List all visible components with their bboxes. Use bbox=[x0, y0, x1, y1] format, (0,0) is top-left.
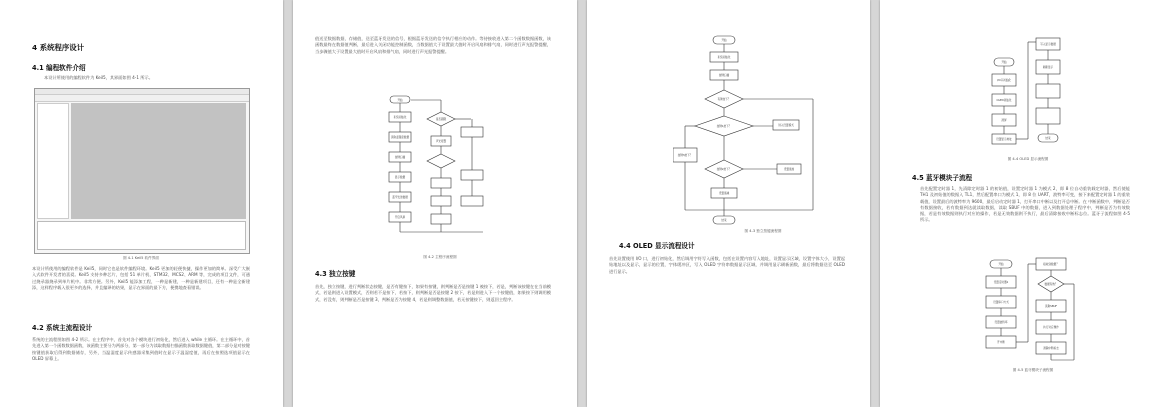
keil5-screenshot bbox=[34, 88, 250, 254]
document-page-3 bbox=[587, 0, 870, 407]
paragraph-keil-intro: 本设计所使用的编程软件为 Keil5，其界面如图 4-1 所示。 bbox=[44, 75, 153, 80]
flow-over-label: 是否超限 bbox=[435, 118, 447, 121]
figure-caption-4-4: 图 4-4 OLED 显示流程图 bbox=[1007, 157, 1049, 161]
bt-baud-label: 设置波特率 bbox=[994, 321, 1008, 324]
key-scan-label: 按键扫描 bbox=[718, 74, 730, 77]
figure-caption-4-2: 图 4-2 主程序流程图 bbox=[423, 255, 457, 259]
oled-end-label: 结束 bbox=[1045, 136, 1051, 140]
bt-uart-label: 设置串口方式 bbox=[993, 301, 1009, 304]
oled-addr-label: 设置显示地址 bbox=[996, 138, 1012, 141]
paragraph-key: 首先，独立按键，进行判断状态按键，是否有键按下，如果有按键，则判断是否是按键 1 被按下，若是，判断该按键在在当前模式，若是则进入设置模式，否则若不是按下，若按下，则判断是否是按键 2 按下，若是则进入下一个按键值，如果按下则调用模式，若没有，则判断是否是按键 3，判断是否为按键 4，若是则调整数据值，若无按键按下，则返回主程序。 bbox=[315, 284, 551, 302]
oled-flowchart bbox=[988, 36, 1068, 156]
bt-start-label: 开始 bbox=[998, 262, 1004, 266]
bt-recv-label: 接收到数据？ bbox=[1043, 263, 1059, 266]
flow-send-label: 蓝牙发送数据 bbox=[392, 196, 408, 199]
flow-key-label: 按键扫描 bbox=[394, 156, 406, 159]
bt-read-label: 读取SBUF bbox=[1044, 305, 1058, 308]
paragraph-main-flow: 系统的主流程图如图 4-2 所示。在主程序中，首先对各个模块进行初始化，然后进入 while 主循环。在主循环中，首先进入第一个函数数据函数，该函数主要分为两部分，第一部分为读取数据扫描函数获取数据键值，第二部分是对按键按键值获取后得到数据储存，另外，当温湿度显示传感器采集到值时在显示于温湿度值，再后在按照选项值显示在 OLED 屏幕上。 bbox=[32, 337, 250, 361]
bt-clear-label: 清除中断标志 bbox=[1043, 347, 1059, 350]
bt-int-label: 开中断 bbox=[997, 341, 1005, 344]
document-page-2 bbox=[293, 0, 577, 407]
flow-alarm-label: 声光报警 bbox=[435, 140, 447, 143]
oled-start-label: 开始 bbox=[1001, 60, 1007, 64]
paragraph-keil-desc: 本设计所使用的编程软件是 Keil5，同时它也是软件编程环境。Keil5 更加的轻便快捷，操作更加的简单。深受广大嵌入式软件开发者的喜爱。Keil5 支持多种芯片，包括 51 单片机、STM32、MCS2、ARM 等，完成的项目文件，可通过烧录器烧录到单片机中。非常方便。另外，Keil5 能添加工程，一种是新建，一种是新建项目，还有一种是全新建添，这样程序载入很更多的选择，并且编译的结果，显示在界面的最下方，便携地查看错误。 bbox=[32, 266, 250, 290]
key-end-label: 结束 bbox=[721, 218, 727, 222]
flow-start-label: 开始 bbox=[397, 98, 403, 102]
keil-editor-area bbox=[71, 103, 246, 219]
key2-label: 按键2按下？ bbox=[716, 168, 732, 171]
key-set-mode-label: 进入设置模式 bbox=[778, 124, 794, 127]
keil-toolbar bbox=[35, 95, 249, 102]
key3-label: 按键3按下？ bbox=[677, 154, 693, 157]
oled-clear-label: 清屏 bbox=[1001, 119, 1007, 122]
heading-oled: 4.4 OLED 显示流程设计 bbox=[619, 242, 695, 250]
paragraph-main-flow-cont: 值送至数据数据，存储值，送至蓝牙发送的信号，根据蓝牙发送的信令执行相应的动作。等待接收进入第二个函数数据函数，该函数最终在数据值判断，最后进入关闭功能控制函数，当数据值大于设置最大值时开启风扇和排气扇，同时进行声光报警提醒，当步骤值大于设置最大值时开启风扇和排气扇，同时进行声光报警提醒。 bbox=[315, 36, 551, 54]
main-flowchart bbox=[381, 92, 499, 252]
key-flowchart bbox=[673, 30, 853, 228]
heading-main-flow: 4.2 系统主流程设计 bbox=[32, 324, 93, 332]
key-add-label: 设置值加 bbox=[783, 168, 795, 171]
heading-keil: 4.1 编程软件介绍 bbox=[32, 64, 86, 72]
heading-bluetooth: 4.5 蓝牙模块子流程 bbox=[912, 174, 973, 182]
bt-exec-label: 执行对应操作 bbox=[1043, 326, 1059, 329]
oled-io-label: I/O口初始化 bbox=[996, 79, 1012, 82]
keil-project-panel bbox=[37, 103, 69, 219]
oled-write-label: 写入显示数据 bbox=[1040, 43, 1056, 46]
key-init-label: 系统初始化 bbox=[717, 56, 731, 59]
key-start-label: 开始 bbox=[721, 38, 727, 42]
key1-label: 按键1按下？ bbox=[716, 125, 732, 128]
key-sub-label: 设置值减 bbox=[718, 192, 730, 195]
flow-fan-label: 开启风扇 bbox=[394, 216, 406, 219]
bt-timer-label: 设置定时器1 bbox=[993, 281, 1009, 284]
flow-show-label: 显示数据 bbox=[394, 176, 406, 179]
paragraph-bluetooth: 首先配置定时器 1，先清除定时器 1 的初始值，设置定时器 1 为模式 2，即 8 位自动重装载定时器，然后使能 TH1 及初始值的数据入 TL1，然后配置串口为模式 1，即 8 位 UART，波特率可变，接下来配置定时器 1 的重装载值，设置最后的波特率为 9600，最后启动定时器 1，打开串口中断以及打开总中断。在 中断函数中，判断是否有数据接收，若有数据到达就读取数据，读取 SBUF 中的数据，进入到数据处理子程序中，判断是否为有效数据，若是有效数据则执行对应的操作，若是无效数据则不执行，最后清除接收中断标志位。蓝牙子流程如图 4-5 所示。 bbox=[920, 186, 1130, 223]
oled-init-label: OLED初始化 bbox=[996, 99, 1012, 102]
document-page-1 bbox=[0, 0, 283, 407]
bluetooth-flowchart bbox=[978, 256, 1088, 366]
keil-build-output bbox=[37, 221, 246, 250]
key-pressed-label: 有键按下？ bbox=[717, 98, 731, 101]
heading-system-design: 4 系统程序设计 bbox=[32, 43, 85, 52]
flow-read-label: 读取温湿度数据 bbox=[390, 136, 410, 139]
heading-key: 4.3 独立按键 bbox=[315, 270, 356, 278]
figure-caption-4-5: 图 4-5 蓝牙模块子流程图 bbox=[1012, 368, 1054, 372]
figure-caption-4-1: 图 4-1 Keil5 软件界面 bbox=[123, 256, 159, 260]
bt-valid-label: 数据有效？ bbox=[1044, 283, 1058, 286]
figure-caption-4-3: 图 4-3 独立按键流程图 bbox=[744, 229, 782, 233]
oled-refresh-label: 刷新显示 bbox=[1042, 66, 1054, 69]
paragraph-oled: 首先设置使用 I/O 口，进行初始化，然后调用字符写入函数，包括在设置内容写入地址，设置显示区域，设置字体大小，设置起始地址以及显示，显示的位置，字体缓冲区，写入 OLED 字符串数据显示区域，并调用显示刷新函数，最后将数据送至 OLED 进行显示。 bbox=[609, 256, 845, 274]
document-page-4 bbox=[880, 0, 1164, 407]
flow-init-label: 系统初始化 bbox=[393, 116, 407, 119]
